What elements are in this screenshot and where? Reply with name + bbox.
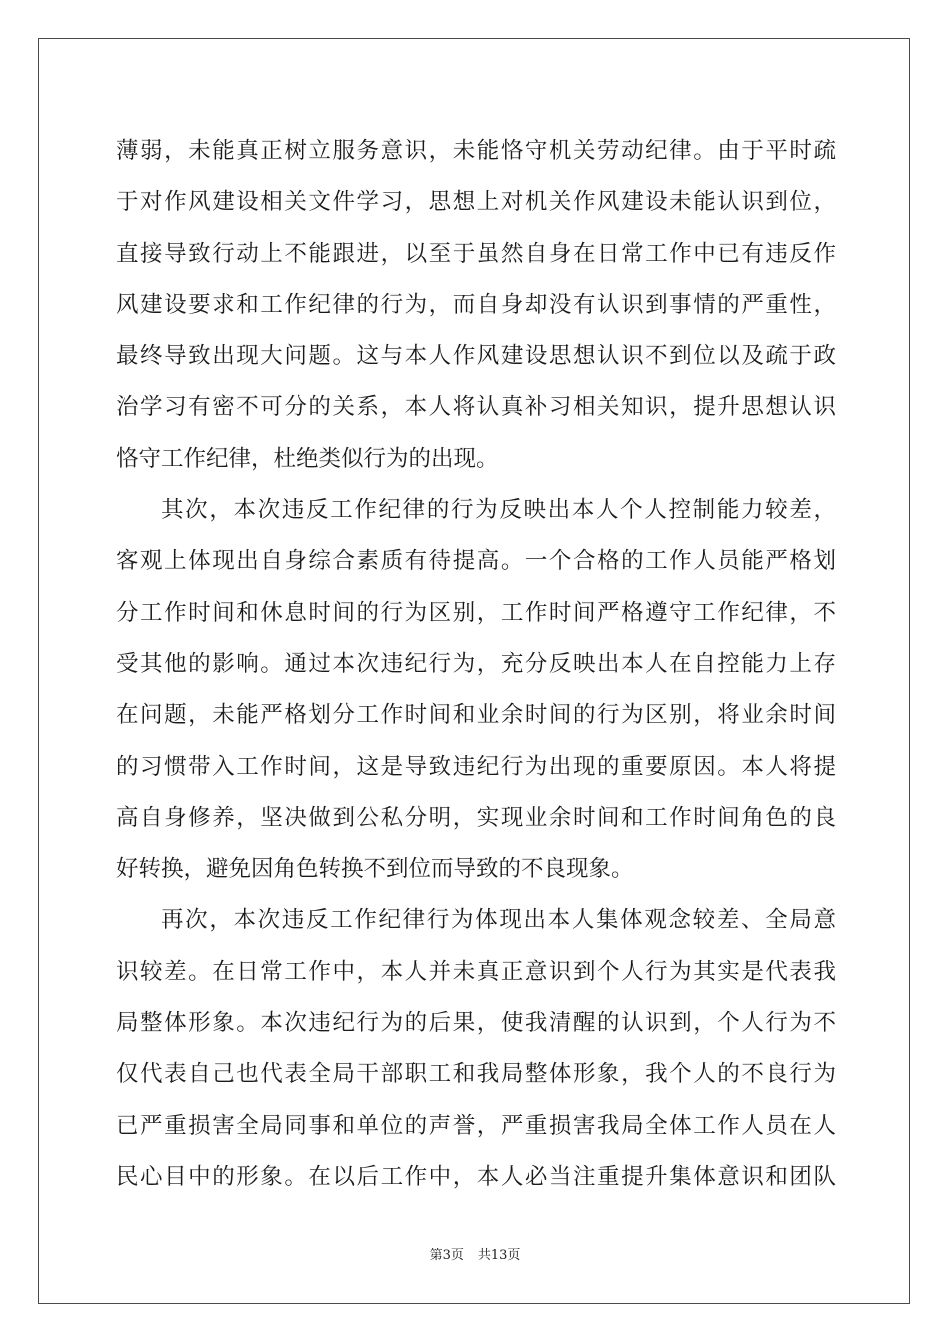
text-line: 分工作时间和休息时间的行为区别，工作时间严格遵守工作纪律，不	[116, 599, 836, 626]
text-line: 客观上体现出自身综合素质有待提高。一个合格的工作人员能严格划	[116, 548, 836, 575]
page-total: 共13页	[477, 1248, 521, 1263]
text-line: 直接导致行动上不能跟进，以至于虽然自身在日常工作中已有违反作	[116, 240, 836, 267]
text-line: 于对作风建设相关文件学习，思想上对机关作风建设未能认识到位，	[116, 189, 836, 216]
text-line: 在问题，未能严格划分工作时间和业余时间的行为区别，将业余时间	[116, 702, 836, 729]
text-line: 民心目中的形象。在以后工作中，本人必当注重提升集体意识和团队	[116, 1163, 836, 1190]
page-number: 第3页	[429, 1248, 464, 1263]
text-line: 的习惯带入工作时间，这是导致违纪行为出现的重要原因。本人将提	[116, 753, 836, 780]
text-line: 受其他的影响。通过本次违纪行为，充分反映出本人在自控能力上存	[116, 650, 836, 677]
text-line: 最终导致出现大问题。这与本人作风建设思想认识不到位以及疏于政	[116, 343, 836, 370]
text-line: 高自身修养，坚决做到公私分明，实现业余时间和工作时间角色的良	[116, 804, 836, 831]
text-line: 局整体形象。本次违纪行为的后果，使我清醒的认识到，个人行为不	[116, 1010, 836, 1037]
text-line: 恪守工作纪律，杜绝类似行为的出现。	[116, 445, 499, 472]
text-line: 仅代表自己也代表全局干部职工和我局整体形象，我个人的不良行为	[116, 1061, 836, 1088]
text-line: 已严重损害全局同事和单位的声誉，严重损害我局全体工作人员在人	[116, 1112, 836, 1139]
text-line: 薄弱，未能真正树立服务意识，未能恪守机关劳动纪律。由于平时疏	[116, 138, 836, 164]
text-line: 风建设要求和工作纪律的行为，而自身却没有认识到事情的严重性，	[116, 291, 836, 318]
paragraph-first-line: 再次，本次违反工作纪律行为体现出本人集体观念较差、全局意	[161, 907, 836, 934]
text-line: 治学习有密不可分的关系，本人将认真补习相关知识，提升思想认识	[116, 394, 836, 421]
text-line: 好转换，避免因角色转换不到位而导致的不良现象。	[116, 856, 634, 883]
text-line: 识较差。在日常工作中，本人并未真正意识到个人行为其实是代表我	[116, 958, 836, 985]
document-body	[116, 126, 836, 1203]
paragraph-first-line: 其次，本次违反工作纪律的行为反映出本人个人控制能力较差，	[161, 497, 836, 524]
page-footer	[0, 1244, 950, 1263]
